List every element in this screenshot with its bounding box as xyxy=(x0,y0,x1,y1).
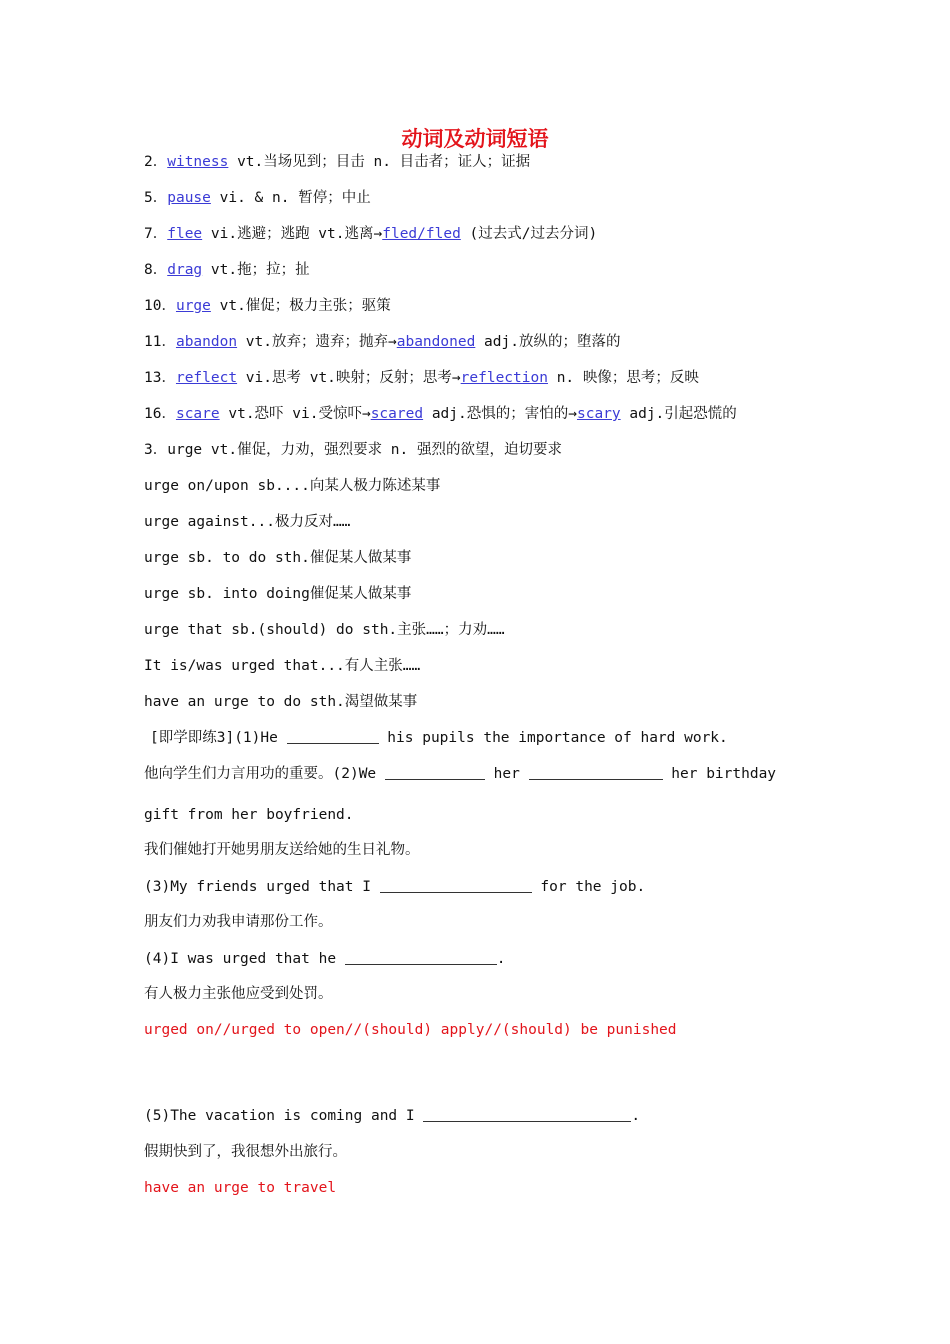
definition: (过去式/过去分词) xyxy=(460,226,598,242)
definition: vi.逃避；逃跑 vt.逃离→ xyxy=(202,226,383,242)
item-number: 7． xyxy=(144,226,168,242)
vocab-item-pause xyxy=(144,188,371,208)
question-text: . xyxy=(496,951,506,967)
question-text: [即学即练3](1)He xyxy=(150,730,287,746)
question-text: (4)I was urged that he xyxy=(144,951,345,967)
vocab-link[interactable]: urge xyxy=(175,298,211,314)
vocab-link[interactable]: drag xyxy=(167,262,203,278)
derived-form-link[interactable]: scary xyxy=(576,406,621,422)
vocab-item-witness xyxy=(144,152,530,172)
exercise-q5-translation: 假期快到了，我很想外出旅行。 xyxy=(144,1144,347,1160)
answer-key-1-4: urged on//urged to open//(should) apply//(should) be punished xyxy=(144,1022,677,1038)
definition: vt.恐吓 vi.受惊吓→ xyxy=(219,406,371,422)
vocab-link[interactable]: scare xyxy=(175,406,220,422)
phrase-heading: 3．urge vt.催促，力劝，强烈要求 n. 强烈的欲望，迫切要求 xyxy=(144,442,562,458)
question-text: . xyxy=(631,1108,641,1124)
vocab-link[interactable]: reflect xyxy=(175,370,238,386)
answer-blank[interactable] xyxy=(423,1107,631,1122)
exercise-q4-translation: 有人极力主张他应受到处罚。 xyxy=(144,986,333,1002)
item-number: 10． xyxy=(144,298,176,314)
vocab-item-scare xyxy=(144,404,737,424)
phrase-item: have an urge to do sth.渴望做某事 xyxy=(144,694,418,710)
exercise-q2 xyxy=(144,764,776,784)
phrase-item: It is/was urged that...有人主张…… xyxy=(144,658,421,674)
item-number: 5． xyxy=(144,190,168,206)
vocab-link[interactable]: abandon xyxy=(175,334,238,350)
answer-blank[interactable] xyxy=(529,765,663,780)
exercise-q5 xyxy=(144,1106,640,1126)
definition: vi.思考 vt.映射；反射；思考→ xyxy=(237,370,461,386)
definition: vt.放弃；遗弃；抛弃→ xyxy=(237,334,397,350)
vocab-link[interactable]: witness xyxy=(167,154,229,170)
answer-key-5: have an urge to travel xyxy=(144,1180,337,1196)
answer-blank[interactable] xyxy=(385,765,485,780)
question-text: her xyxy=(484,766,529,782)
item-number: 16． xyxy=(144,406,176,422)
question-text: (3)My friends urged that I xyxy=(144,879,380,895)
derived-form-link[interactable]: reflection xyxy=(460,370,548,386)
definition: adj.恐惧的；害怕的→ xyxy=(423,406,577,422)
exercise-q1 xyxy=(150,728,728,748)
item-number: 2． xyxy=(144,154,168,170)
item-number: 13． xyxy=(144,370,176,386)
vocab-item-drag xyxy=(144,260,310,280)
vocab-item-flee xyxy=(144,224,597,244)
vocab-item-abandon xyxy=(144,332,620,352)
page-title: 动词及动词短语 xyxy=(401,127,549,151)
vocab-link[interactable]: flee xyxy=(167,226,203,242)
definition: adj.放纵的；堕落的 xyxy=(475,334,621,350)
answer-blank[interactable] xyxy=(345,950,497,965)
exercise-q3 xyxy=(144,877,645,897)
question-text: his pupils the importance of hard work. xyxy=(378,730,728,746)
exercise-q3-translation: 朋友们力劝我申请那份工作。 xyxy=(144,914,333,930)
vocab-link[interactable]: pause xyxy=(167,190,211,206)
phrase-item: urge on/upon sb....向某人极力陈述某事 xyxy=(144,478,441,494)
question-text: (5)The vacation is coming and I xyxy=(144,1108,424,1124)
definition: vi. & n. 暂停；中止 xyxy=(210,190,371,206)
phrase-item: urge sb. to do sth.催促某人做某事 xyxy=(144,550,412,566)
phrase-item: urge against...极力反对…… xyxy=(144,514,351,530)
derived-form-link[interactable]: fled/fled xyxy=(382,226,461,242)
definition: n. 映像；思考；反映 xyxy=(547,370,699,386)
answer-blank[interactable] xyxy=(380,878,532,893)
answer-blank[interactable] xyxy=(287,729,379,744)
question-text: her birthday xyxy=(662,766,777,782)
phrase-item: urge sb. into doing催促某人做某事 xyxy=(144,586,412,602)
item-number: 11． xyxy=(144,334,176,350)
derived-form-link[interactable]: scared xyxy=(370,406,424,422)
exercise-q2-translation: 我们催她打开她男朋友送给她的生日礼物。 xyxy=(144,842,420,858)
derived-form-link[interactable]: abandoned xyxy=(396,334,476,350)
question-text: for the job. xyxy=(531,879,646,895)
vocab-item-reflect xyxy=(144,368,699,388)
phrase-item: urge that sb.(should) do sth.主张……；力劝…… xyxy=(144,622,505,638)
question-text: 他向学生们力言用功的重要。(2)We xyxy=(144,766,385,782)
definition: adj.引起恐慌的 xyxy=(620,406,737,422)
definition: vt.当场见到；目击 n. 目击者；证人；证据 xyxy=(228,154,531,170)
exercise-q4 xyxy=(144,949,506,969)
definition: vt.催促；极力主张；驱策 xyxy=(210,298,391,314)
definition: vt.拖；拉；扯 xyxy=(202,262,310,278)
vocab-item-urge xyxy=(144,296,391,316)
item-number: 8． xyxy=(144,262,168,278)
exercise-q2-continued: gift from her boyfriend. xyxy=(144,807,354,823)
